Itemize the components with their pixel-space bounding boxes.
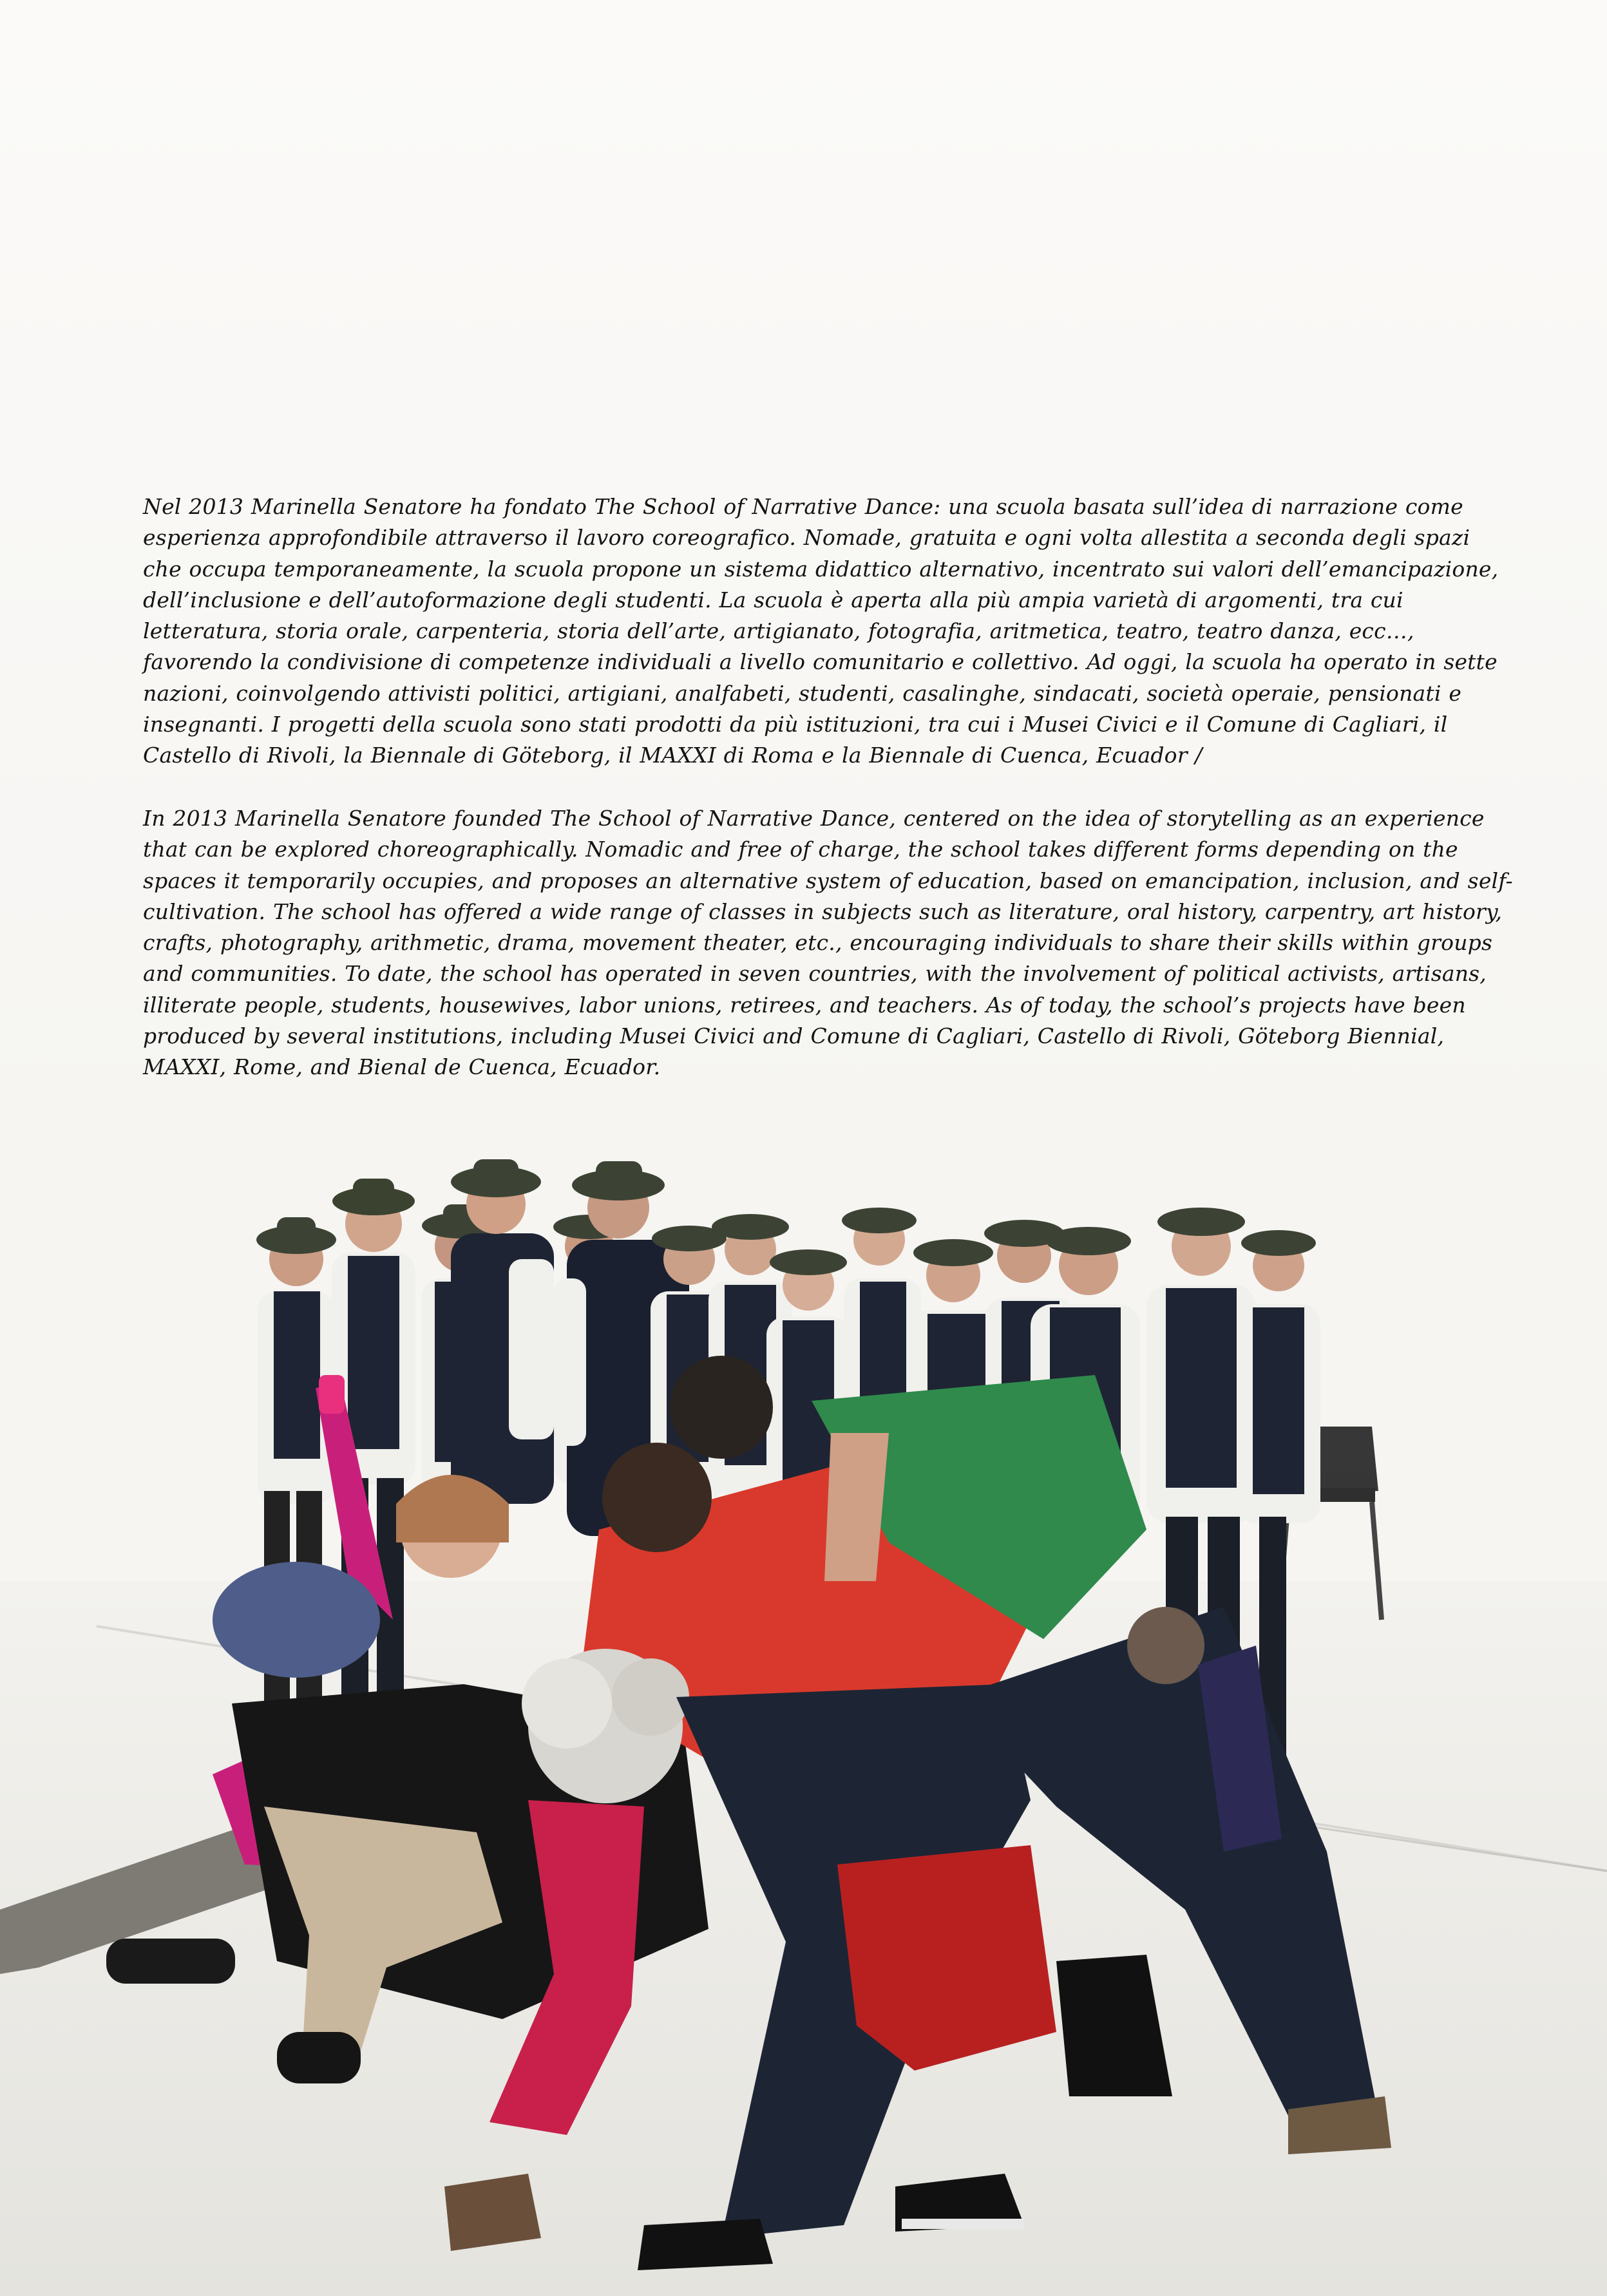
paragraph-english: In 2013 Marinella Senatore founded The School of Narrative Dance, centered on the idea of storytelling as an experience that can be explored choreographically. Nomadic and free of charge, the school takes different forms depending on the spaces it temporarily occupies, and proposes an alternative system of education, based on emancipation, inclusion, and self-cultivation. The school has offered a wide range of classes in subjects such as literature, oral history, carpentry, art history, crafts, photography, arithmetic, drama, movement theater, etc., encouraging individuals to share their skills within groups and communities. To date, the school has operated in seven countries, with the involvement of political activists, artisans, illiterate people, students, housewives, labor unions, retirees, and teachers. As of today, the school’s projects have been produced by several institutions, including Musei Civici and Comune di Cagliari, Castello di Rivoli, Göteborg Biennial, MAXXI, Rome, and Bienal de Cuenca, Ecuador. [143, 806, 1513, 1080]
performance-photo-illustration [0, 1130, 1607, 2296]
paragraph-italian: Nel 2013 Marinella Senatore ha fondato The School of Narrative Dance: una scuola basata sull’idea di narrazione come esperienza approfondibile attraverso il lavoro coreografico. Nomade, gratuita e ogni volta allestita a seconda degli spazi che occupa temporaneamente, la scuola propone un sistema didattico alternativo, incentrato sui valori dell’emancipazione, dell’inclusione e dell’autoformazione degli studenti. La scuola è aperta alla più ampia varietà di argomenti, tra cui letteratura, storia orale, carpenteria, storia dell’arte, artigianato, fotografia, aritmetica, teatro, teatro danza, ecc…, favorendo la condivisione di competenze individuali a livello comunitario e collettivo. Ad oggi, la scuola ha operato in sette nazioni, coinvolgendo attivisti politici, artigiani, analfabeti, studenti, casalinghe, sindacati, società operaie, pensionati e insegnanti. I progetti della scuola sono stati prodotti da più istituzioni, tra cui i Musei Civici e il Comune di Cagliari, il Castello di Rivoli, la Biennale di Göteborg, il MAXXI di Roma e la Biennale di Cuenca, Ecuador / [143, 494, 1499, 768]
performance-photo [0, 1130, 1607, 2296]
